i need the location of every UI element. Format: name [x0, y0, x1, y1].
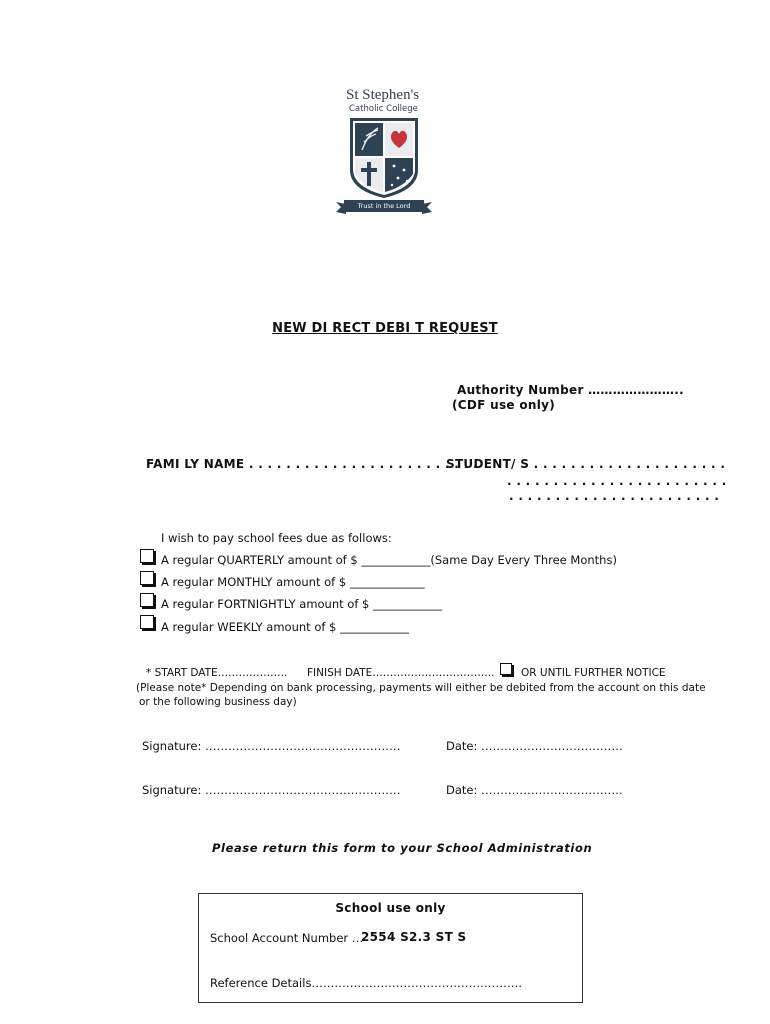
start-date-field[interactable]: * START DATE……………….. — [146, 667, 288, 679]
form-title: NEW DI RECT DEBI T REQUEST — [272, 321, 498, 336]
return-instruction: Please return this form to your School Administration — [212, 841, 593, 855]
college-name: St Stephen's — [346, 87, 420, 103]
fortnightly-option-label: A regular FORTNIGHTLY amount of $ ____________ — [161, 597, 443, 611]
weekly-option-label: A regular WEEKLY amount of $ ____________ — [161, 620, 410, 634]
signature-field-2[interactable]: Signature: …………………………………………… — [142, 783, 401, 797]
bank-processing-note-2: or the following business day) — [139, 696, 297, 708]
authority-cdf-note: (CDF use only) — [452, 398, 556, 412]
fortnightly-checkbox[interactable] — [140, 593, 154, 607]
quarterly-checkbox[interactable] — [140, 549, 154, 563]
reference-details-field[interactable]: Reference Details………………………………………………. — [210, 976, 523, 990]
weekly-checkbox[interactable] — [140, 615, 154, 629]
students-field-line-3[interactable]: . . . . . . . . . . . . . . . . . . . . . . . — [509, 489, 720, 503]
until-further-notice-label: OR UNTIL FURTHER NOTICE — [521, 667, 666, 679]
monthly-option-label: A regular MONTHLY amount of $ _____________ — [161, 575, 425, 589]
school-account-value: 2554 S2.3 ST S — [361, 930, 467, 944]
quarterly-option-label: A regular QUARTERLY amount of $ ____________(Same Day Every Three Months) — [161, 553, 617, 567]
finish-date-field[interactable]: FINISH DATE…………………………….. — [307, 667, 495, 679]
students-field[interactable]: STUDENT/ S . . . . . . . . . . . . . . . . . . . . . — [446, 457, 726, 471]
college-subtitle: Catholic College — [349, 104, 418, 114]
family-name-field[interactable]: FAMI LY NAME . . . . . . . . . . . . . . . . . . . . . . . . . — [146, 457, 478, 471]
college-motto: Trust in the Lord — [357, 202, 411, 210]
date-field-2[interactable]: Date: ………………………………. — [446, 783, 623, 797]
payment-intro: I wish to pay school fees due as follows: — [161, 531, 392, 545]
monthly-checkbox[interactable] — [140, 571, 154, 585]
school-account-label: School Account Number … — [210, 931, 364, 945]
bank-processing-note: (Please note* Depending on bank processing, payments will either be debited from the account on this date — [136, 682, 706, 694]
date-field-1[interactable]: Date: ………………………………. — [446, 739, 623, 753]
students-field-line-2[interactable]: . . . . . . . . . . . . . . . . . . . . . . . . — [507, 474, 727, 488]
authority-number-label: Authority Number ………………….. — [457, 383, 684, 397]
school-use-heading: School use only — [335, 901, 446, 915]
signature-field-1[interactable]: Signature: …………………………………………… — [142, 739, 401, 753]
until-further-notice-checkbox[interactable] — [500, 663, 512, 675]
